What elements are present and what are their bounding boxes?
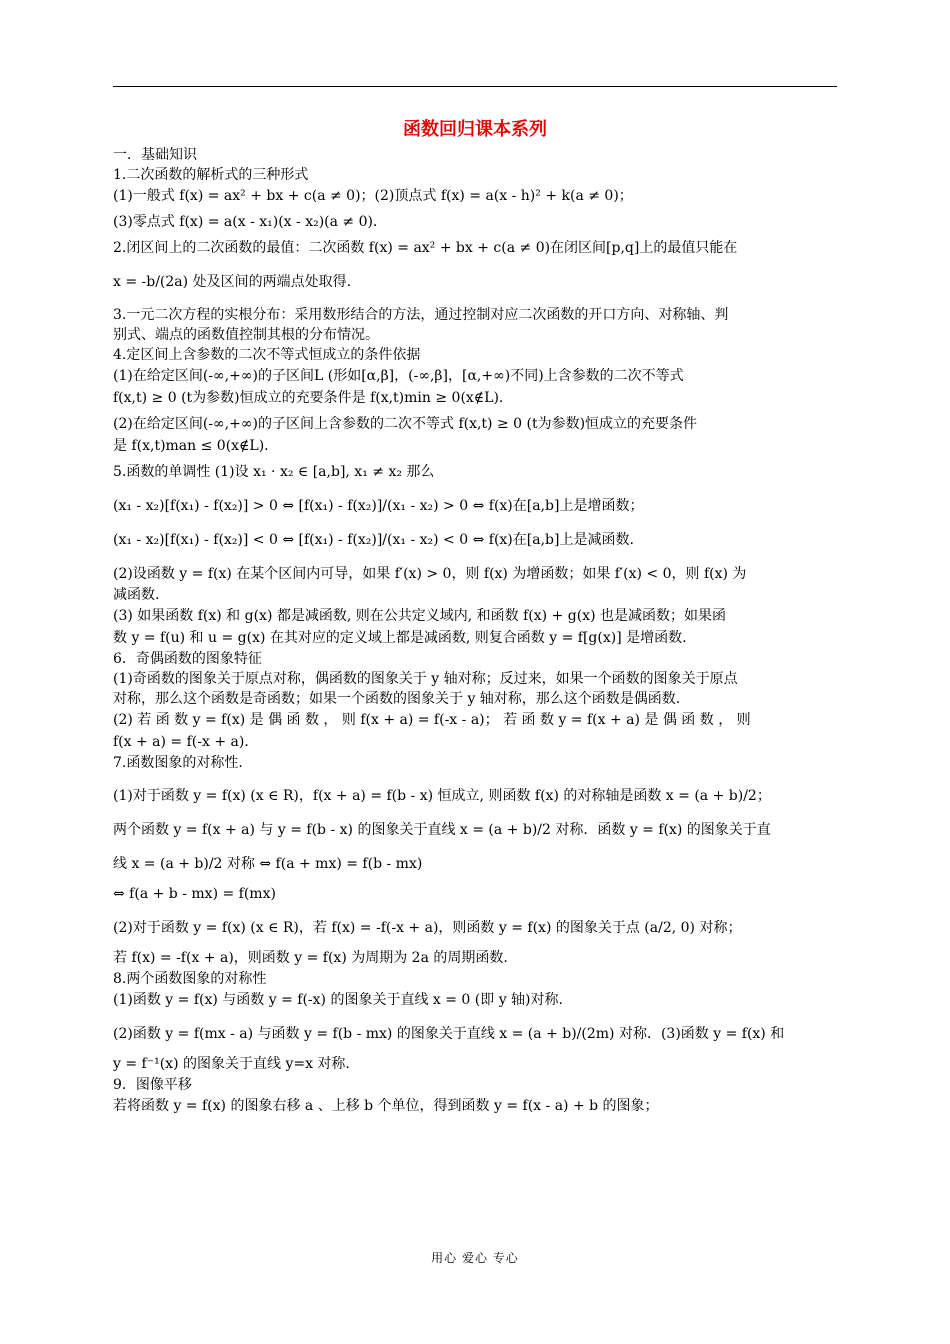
paragraph-line: 别式、端点的函数值控制其根的分布情况。 [113, 327, 379, 343]
section-heading: 8.两个函数图象的对称性 [113, 971, 267, 987]
formula-line: ⇔ f(a + b - mx) = f(mx) [113, 886, 276, 902]
paragraph-line: 3.一元二次方程的实根分布：采用数形结合的方法，通过控制对应二次函数的开口方向、对称轴、判 [113, 307, 729, 323]
page-title: 函数回归课本系列 [403, 119, 547, 140]
paragraph-line: (2)在给定区间(-∞,+∞)的子区间上含参数的二次不等式 f(x,t) ≥ 0 (t为参数)恒成立的充要条件 [113, 416, 698, 432]
section-heading: 7.函数图象的对称性. [113, 755, 243, 771]
section-heading: 6．奇偶函数的图象特征 [113, 651, 262, 667]
formula-line: 两个函数 y = f(x + a) 与 y = f(b - x) 的图象关于直线 x = (a + b)/2 对称．函数 y = f(x) 的图象关于直 [113, 822, 771, 838]
formula-line: f(x + a) = f(-x + a)． [113, 734, 259, 750]
paragraph-line: 对称，那么这个函数是奇函数；如果一个函数的图象关于 y 轴对称，那么这个函数是偶函数. [113, 691, 681, 707]
section-heading: 5.函数的单调性 (1)设 x₁ · x₂ ∈ [a,b], x₁ ≠ x₂ 那么 [113, 464, 435, 480]
header-rule [113, 86, 837, 87]
paragraph-line: (1)奇函数的图象关于原点对称，偶函数的图象关于 y 轴对称；反过来，如果一个函数的图象关于原点 [113, 671, 738, 687]
formula-line: (1)函数 y = f(x) 与函数 y = f(-x) 的图象关于直线 x = 0 (即 y 轴)对称. [113, 992, 563, 1008]
formula-line: (1)对于函数 y = f(x) (x ∈ R)，f(x + a) = f(b - x) 恒成立, 则函数 f(x) 的对称轴是函数 x = (a + b)/2； [113, 788, 771, 804]
formula-line: (2)对于函数 y = f(x) (x ∈ R)，若 f(x) = -f(-x + a)，则函数 y = f(x) 的图象关于点 (a/2, 0) 对称； [113, 920, 742, 936]
formula-line: 若 f(x) = -f(x + a)，则函数 y = f(x) 为周期为 2a 的周期函数. [113, 950, 508, 966]
formula-line: x = -b/(2a) 处及区间的两端点处取得. [113, 274, 352, 290]
formula-line: (2)函数 y = f(mx - a) 与函数 y = f(b - mx) 的图象关于直线 x = (a + b)/(2m) 对称．(3)函数 y = f(x) 和 [113, 1026, 785, 1042]
paragraph-line: (2)设函数 y = f(x) 在某个区间内可导，如果 f′(x) > 0，则 f(x) 为增函数；如果 f′(x) < 0，则 f(x) 为 [113, 566, 747, 582]
formula-line: (2) 若 函 数 y = f(x) 是 偶 函 数 ， 则 f(x + a) = f(-x - a)； 若 函 数 y = f(x + a) 是 偶 函 数 ， 则 [113, 712, 751, 728]
paragraph-line: 1.二次函数的解析式的三种形式 [113, 167, 309, 183]
formula-line: 若将函数 y = f(x) 的图象右移 a 、上移 b 个单位，得到函数 y = f(x - a) + b 的图象； [113, 1098, 659, 1114]
paragraph-line: 2.闭区间上的二次函数的最值：二次函数 f(x) = ax² + bx + c(a ≠ 0)在闭区间[p,q]上的最值只能在 [113, 240, 738, 256]
section-heading: 9．图像平移 [113, 1077, 192, 1093]
formula-line: f(x,t) ≥ 0 (t为参数)恒成立的充要条件是 f(x,t)min ≥ 0(x∉L)． [113, 390, 513, 406]
paragraph-line: (1)在给定区间(-∞,+∞)的子区间L (形如[α,β]，(-∞,β]，[α,+∞)不同)上含参数的二次不等式 [113, 368, 684, 384]
formula-line: 线 x = (a + b)/2 对称 ⇔ f(a + mx) = f(b - mx) [113, 856, 423, 872]
paragraph-line: 数 y = f(u) 和 u = g(x) 在其对应的定义域上都是减函数, 则复合函数 y = f[g(x)] 是增函数. [113, 630, 687, 646]
document-body [113, 117, 837, 1117]
formula-line: (3)零点式 f(x) = a(x - x₁)(x - x₂)(a ≠ 0)． [113, 214, 387, 230]
formula-line: (1)一般式 f(x) = ax² + bx + c(a ≠ 0)；(2)顶点式 f(x) = a(x - h)² + k(a ≠ 0)； [113, 188, 633, 204]
formula-line: (x₁ - x₂)[f(x₁) - f(x₂)] < 0 ⇔ [f(x₁) - f(x₂)]/(x₁ - x₂) < 0 ⇔ f(x)在[a,b]上是减函数. [113, 532, 634, 548]
paragraph-line: 减函数. [113, 587, 160, 603]
section-heading: 一．基础知识 [113, 147, 197, 163]
formula-line: y = f⁻¹(x) 的图象关于直线 y=x 对称. [113, 1056, 350, 1072]
page-footer: 用心 爱心 专心 [431, 1251, 519, 1265]
paragraph-line: (3) 如果函数 f(x) 和 g(x) 都是减函数, 则在公共定义域内, 和函数 f(x) + g(x) 也是减函数；如果函 [113, 608, 726, 624]
section-heading: 4.定区间上含参数的二次不等式恒成立的条件依据 [113, 347, 421, 363]
formula-line: (x₁ - x₂)[f(x₁) - f(x₂)] > 0 ⇔ [f(x₁) - f(x₂)]/(x₁ - x₂) > 0 ⇔ f(x)在[a,b]上是增函数； [113, 498, 644, 514]
formula-line: 是 f(x,t)man ≤ 0(x∉L)． [113, 438, 279, 454]
